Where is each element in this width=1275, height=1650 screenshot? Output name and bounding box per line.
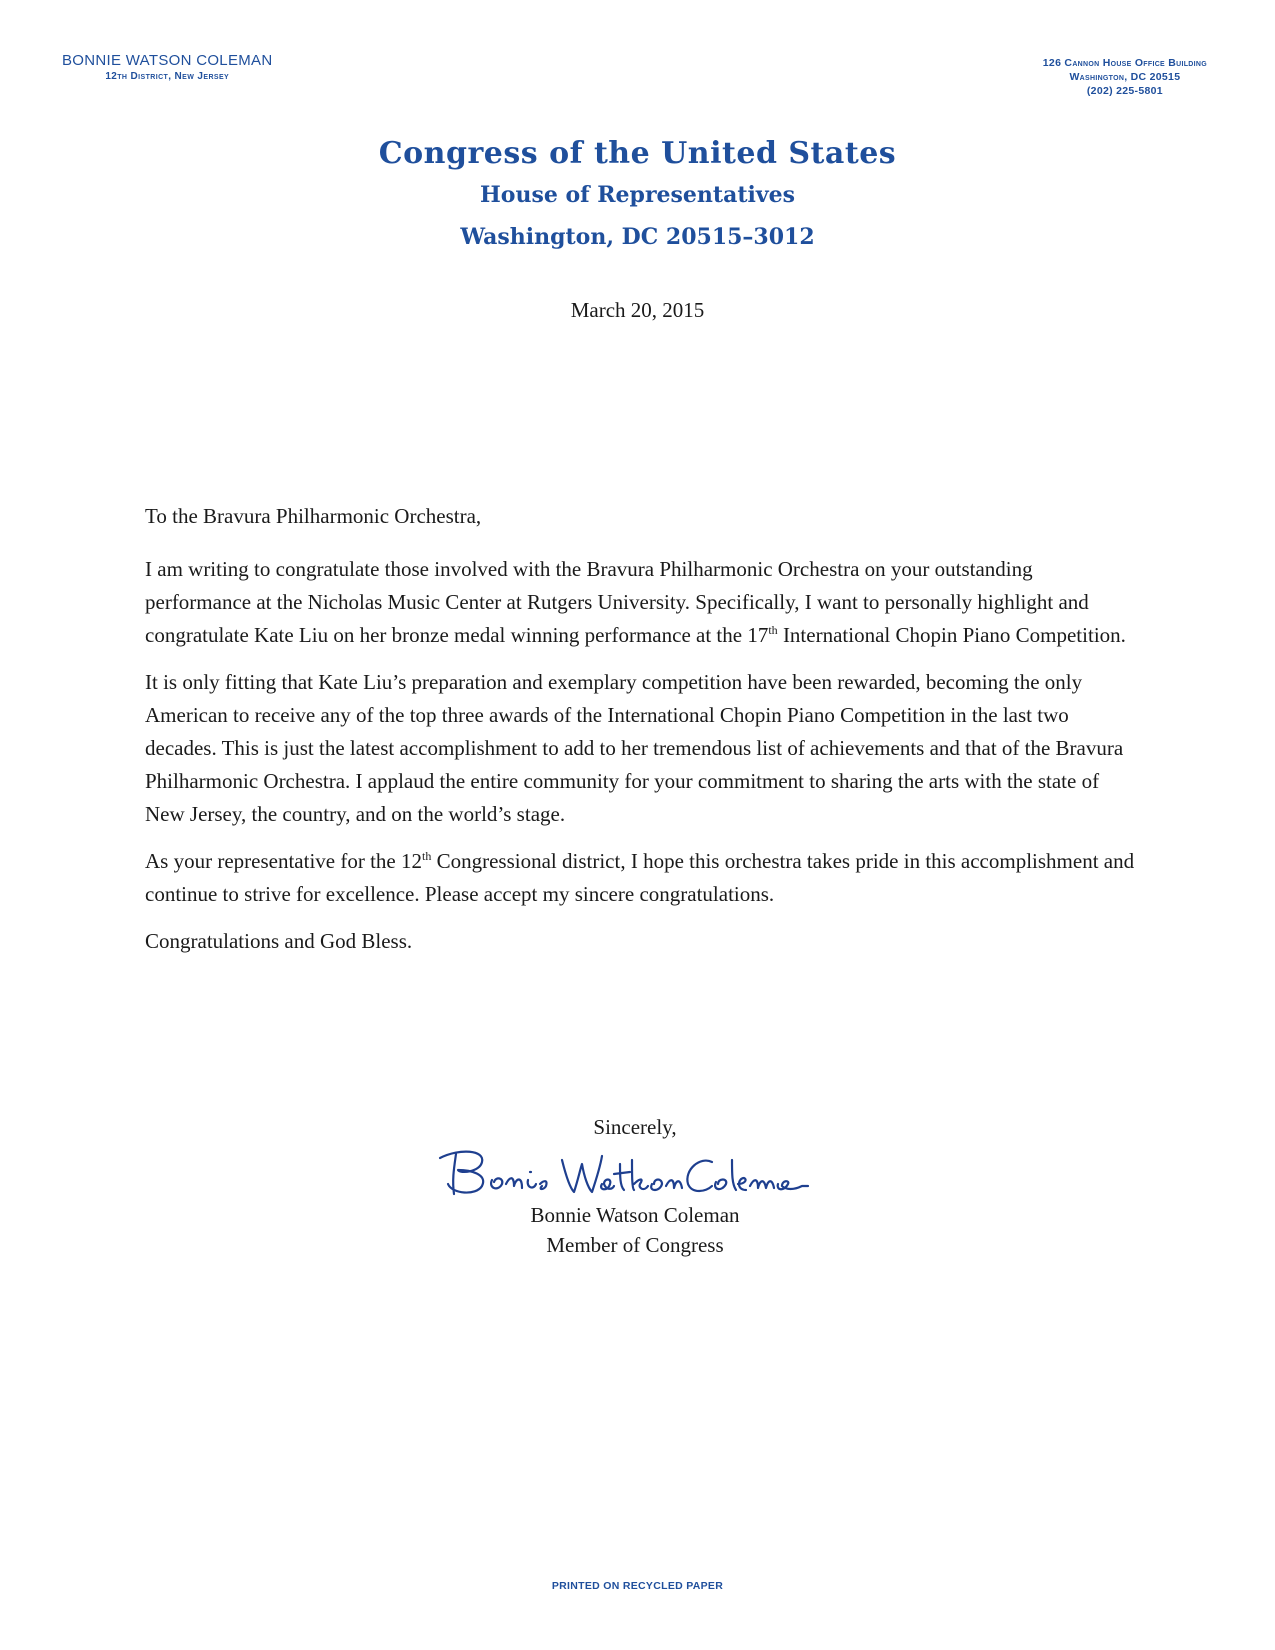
- letter-body: [145, 500, 1135, 972]
- paragraph-3-text-b: Congressional district, I hope this orchestra takes pride in this accomplishment and continue to strive for excellence. Please accept my sincere congratulations.: [145, 849, 1135, 906]
- closing: Sincerely,: [593, 1115, 677, 1139]
- paragraph-1-ordinal: th: [768, 623, 778, 637]
- signer-name: Bonnie Watson Coleman: [530, 1203, 740, 1227]
- letter-date: March 20, 2015: [570, 298, 705, 322]
- paragraph-1: [145, 553, 1135, 652]
- office-address-line2: Washington, DC 20515: [1069, 71, 1181, 83]
- office-phone: (202) 225-5801: [1086, 85, 1163, 97]
- recycled-paper-note: PRINTED ON RECYCLED PAPER: [551, 1580, 724, 1592]
- paragraph-1-text-a: I am writing to congratulate those involved with the Bravura Philharmonic Orchestra on your outstanding performance at the Nicholas Music Center at Rutgers University. Specifically, I want to personally highlight and congratulate Kate Liu on her bronze medal winning performance at the 17: [145, 557, 1089, 647]
- paragraph-3-ordinal: th: [422, 849, 432, 863]
- district-label: 12th District, New Jersey: [105, 71, 230, 82]
- signer-block: [480, 1200, 790, 1260]
- paragraph-3-text-a: As your representative for the 12: [145, 849, 422, 873]
- paragraph-1-text-b: International Chopin Piano Competition.: [777, 623, 1126, 647]
- salutation: To the Bravura Philharmonic Orchestra,: [145, 504, 482, 528]
- letterhead-right-address: [1043, 56, 1207, 98]
- paragraph-3: [145, 845, 1135, 911]
- representative-name-header: BONNIE WATSON COLEMAN: [62, 52, 273, 69]
- masthead-congress: Congress of the United States: [378, 136, 897, 171]
- signer-title: Member of Congress: [546, 1233, 724, 1257]
- paragraph-4: Congratulations and God Bless.: [145, 929, 413, 953]
- office-address-line1: 126 Cannon House Office Building: [1042, 57, 1207, 69]
- masthead-house: House of Representatives: [479, 182, 796, 208]
- letterhead-left: [62, 52, 272, 82]
- paragraph-2: It is only fitting that Kate Liu’s preparation and exemplary competition have been rewarded, becoming the only American to receive any of the top three awards of the International Chopin Piano Competition in the last two decades. This is just the latest accomplishment to add to her tremendous list of achievements and that of the Bravura Philharmonic Orchestra. I applaud the entire community for your commitment to sharing the arts with the state of New Jersey, the country, and on the world’s stage.: [145, 670, 1124, 826]
- masthead-washington: Washington, DC 20515–3012: [460, 224, 815, 250]
